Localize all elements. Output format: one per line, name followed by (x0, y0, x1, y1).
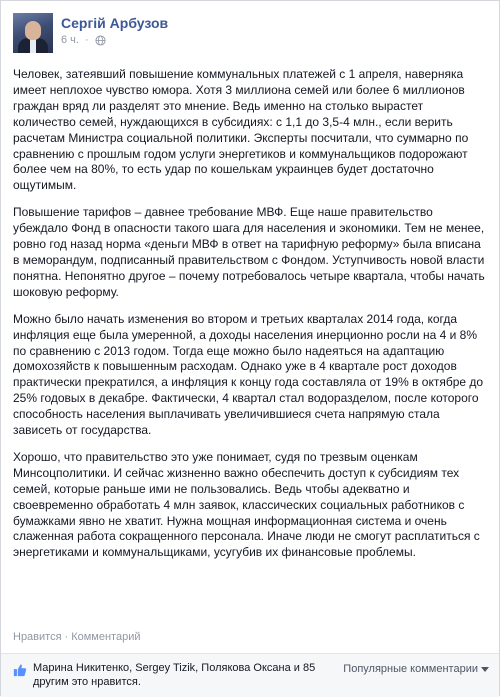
sort-label: Популярные комментарии (343, 663, 478, 675)
post-time[interactable]: 6 ч. (61, 34, 79, 46)
post-body (13, 67, 489, 572)
thumbs-up-icon (13, 663, 27, 677)
feedback-bar (1, 653, 499, 697)
meta-separator: · (84, 34, 89, 46)
liker-name[interactable]: Полякова Оксана (201, 662, 291, 674)
author-block (61, 13, 168, 46)
avatar-shirt (30, 38, 36, 53)
likers-others[interactable]: и 85 другим это нравится. (33, 662, 316, 688)
post-actions (13, 631, 141, 643)
avatar[interactable] (13, 13, 53, 53)
post-paragraph-4: Хорошо, что правительство это уже понимает, судя по трезвым оценкам Минсоцполитики. И сейчас жизненно важно обеспечить доступ к субсидиям тех семей, которые раньше ими не пользовались. Ведь чтобы адекватно и своевременно обработать 4 млн заявок, классических социальных работников с бумажками явно не хватит. Нужна мощная информационная система и очень слаженная работа сокращенного персонала. Иначе люди не смогут расплатиться с энергетиками и коммунальщиками, усугубив их финансовые проблемы. (13, 449, 480, 560)
post-paragraph-2: Повышение тарифов – давнее требование МВФ. Еще наше правительство убеждало Фонд в опасности такого шага для населения и экономики. Тем не менее, ровно год назад норма «деньги МВФ в ответ на тарифную реформу» была вписана в меморандум, подписанный правительством с Фондом. Уступчивость новой власти понятна. Непонятно другое – почему потребовалось четыре квартала, чтобы начать шоковую реформу. (13, 205, 485, 299)
avatar-face (25, 21, 41, 40)
post-paragraph-1: Человек, затеявший повышение коммунальных платежей с 1 апреля, наверняка имеет неплохое чувство юмора. Хотя 3 миллиона семей или более 6 миллионов граждан вряд ли разделят это мнение. Ведь именно на столько вырастет количество семей, нуждающихся в субсидиях: с 1,1 до 3,5-4 млн., если верить расчетам Министра социальной политики. Эксперты посчитали, что суммарно по сравнению с прошлым годом услуги энергетиков и коммунальщиков подорожают более чем на 80%, то есть удар по кошелькам украинцев будет достаточно ощутимым. (13, 67, 469, 193)
liker-name[interactable]: Sergey Tizik (135, 662, 196, 674)
post-meta (61, 34, 168, 46)
caret-down-icon (481, 667, 489, 672)
like-link[interactable]: Нравится (13, 631, 62, 643)
post-paragraph-3: Можно было начать изменения во втором и третьих кварталах 2014 года, когда инфляция еще была умеренной, а доходы населения инерционно росли на 4 и 8% по сравнению с 2013 годом. Тогда еще можно было надеяться на адаптацию домохозяйств к повышенным расходам. Однако уже в 4 квартале рост доходов практически прекратился, а инфляция к концу года составляла от 19% в октябре до 25% годовых в декабре. Фактически, 4 квартал стал водоразделом, после которого способность населения выплачивать увеличившиеся счета напрямую стала зависеть от государства. (13, 311, 484, 438)
likers-text: Марина Никитенко, Sergey Tizik, Полякова Оксана и 85 другим это нравится. (33, 662, 316, 688)
comment-sort-dropdown[interactable] (343, 663, 489, 675)
action-separator: · (64, 631, 69, 643)
liker-name[interactable]: Марина Никитенко (33, 662, 130, 674)
comment-link[interactable]: Комментарий (71, 631, 141, 643)
author-name[interactable]: Сергій Арбузов (61, 15, 169, 31)
globe-icon[interactable] (95, 35, 106, 46)
post-header (13, 13, 168, 57)
